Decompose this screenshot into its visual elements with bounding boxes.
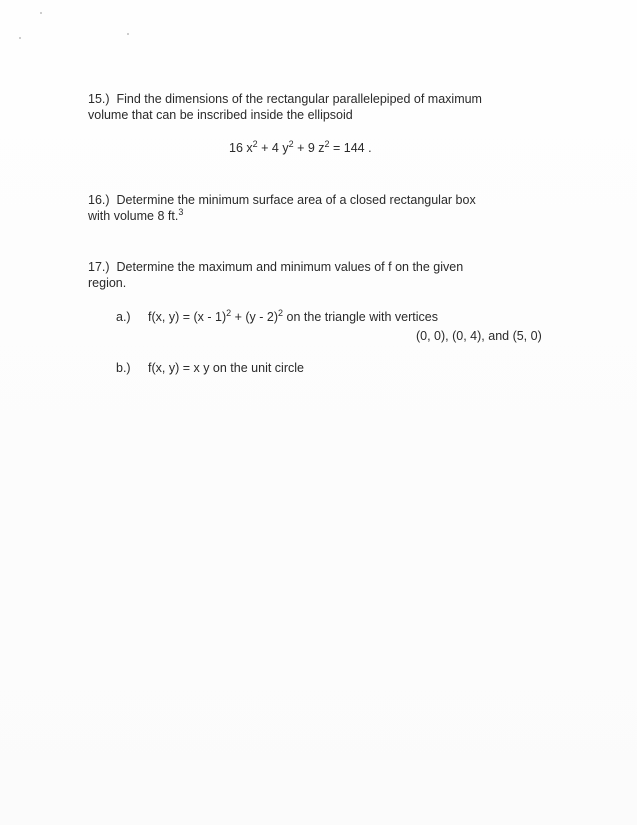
eq-exponent: 2: [324, 139, 330, 149]
eq-exponent: 2: [252, 139, 258, 149]
function-exponent: 2: [226, 308, 232, 318]
eq-term: + 4 y: [257, 141, 289, 155]
problem-15-text-1: Find the dimensions of the rectangular parallelepiped of maximum: [116, 92, 482, 106]
problem-16-text-1: Determine the minimum surface area of a closed rectangular box: [116, 193, 476, 207]
paper-speck: [19, 37, 21, 39]
part-a-function: [148, 309, 438, 325]
paper-speck: [127, 33, 129, 35]
problem-15-number: 15.): [88, 92, 110, 106]
problem-16-text-2: with volume 8 ft.: [88, 209, 179, 223]
problem-17-text-2: region.: [88, 276, 127, 290]
problem-15-text-2: volume that can be inscribed inside the ellipsoid: [88, 108, 353, 122]
problem-16-line-1: [88, 192, 476, 208]
problem-15-line-2: [88, 107, 353, 123]
function-term: + (y - 2): [231, 310, 279, 324]
ellipsoid-equation: [229, 140, 372, 156]
problem-17-line-1: [88, 259, 463, 275]
part-a-label: a.): [116, 310, 131, 324]
function-term: f(x, y) = (x - 1): [148, 310, 227, 324]
part-b-label: b.): [116, 361, 131, 375]
function-exponent: 2: [278, 308, 284, 318]
problem-16-number: 16.): [88, 193, 110, 207]
part-b-function: f(x, y) = x y on the unit circle: [148, 361, 304, 375]
function-region: on the triangle with vertices: [283, 310, 438, 324]
problem-17-text-1: Determine the maximum and minimum values of f on the given: [116, 260, 464, 274]
problem-17-number: 17.): [88, 260, 110, 274]
cube-exponent: 3: [178, 207, 184, 217]
problem-15-line-1: [88, 91, 482, 107]
eq-term: + 9 z: [293, 141, 325, 155]
eq-term: = 144 .: [329, 141, 372, 155]
part-a-vertices: (0, 0), (0, 4), and (5, 0): [416, 329, 542, 343]
problem-17-line-2: [88, 275, 126, 291]
eq-term: 16 x: [229, 141, 253, 155]
problem-16-line-2: [88, 208, 183, 224]
paper-speck: [40, 12, 42, 14]
eq-exponent: 2: [288, 139, 294, 149]
